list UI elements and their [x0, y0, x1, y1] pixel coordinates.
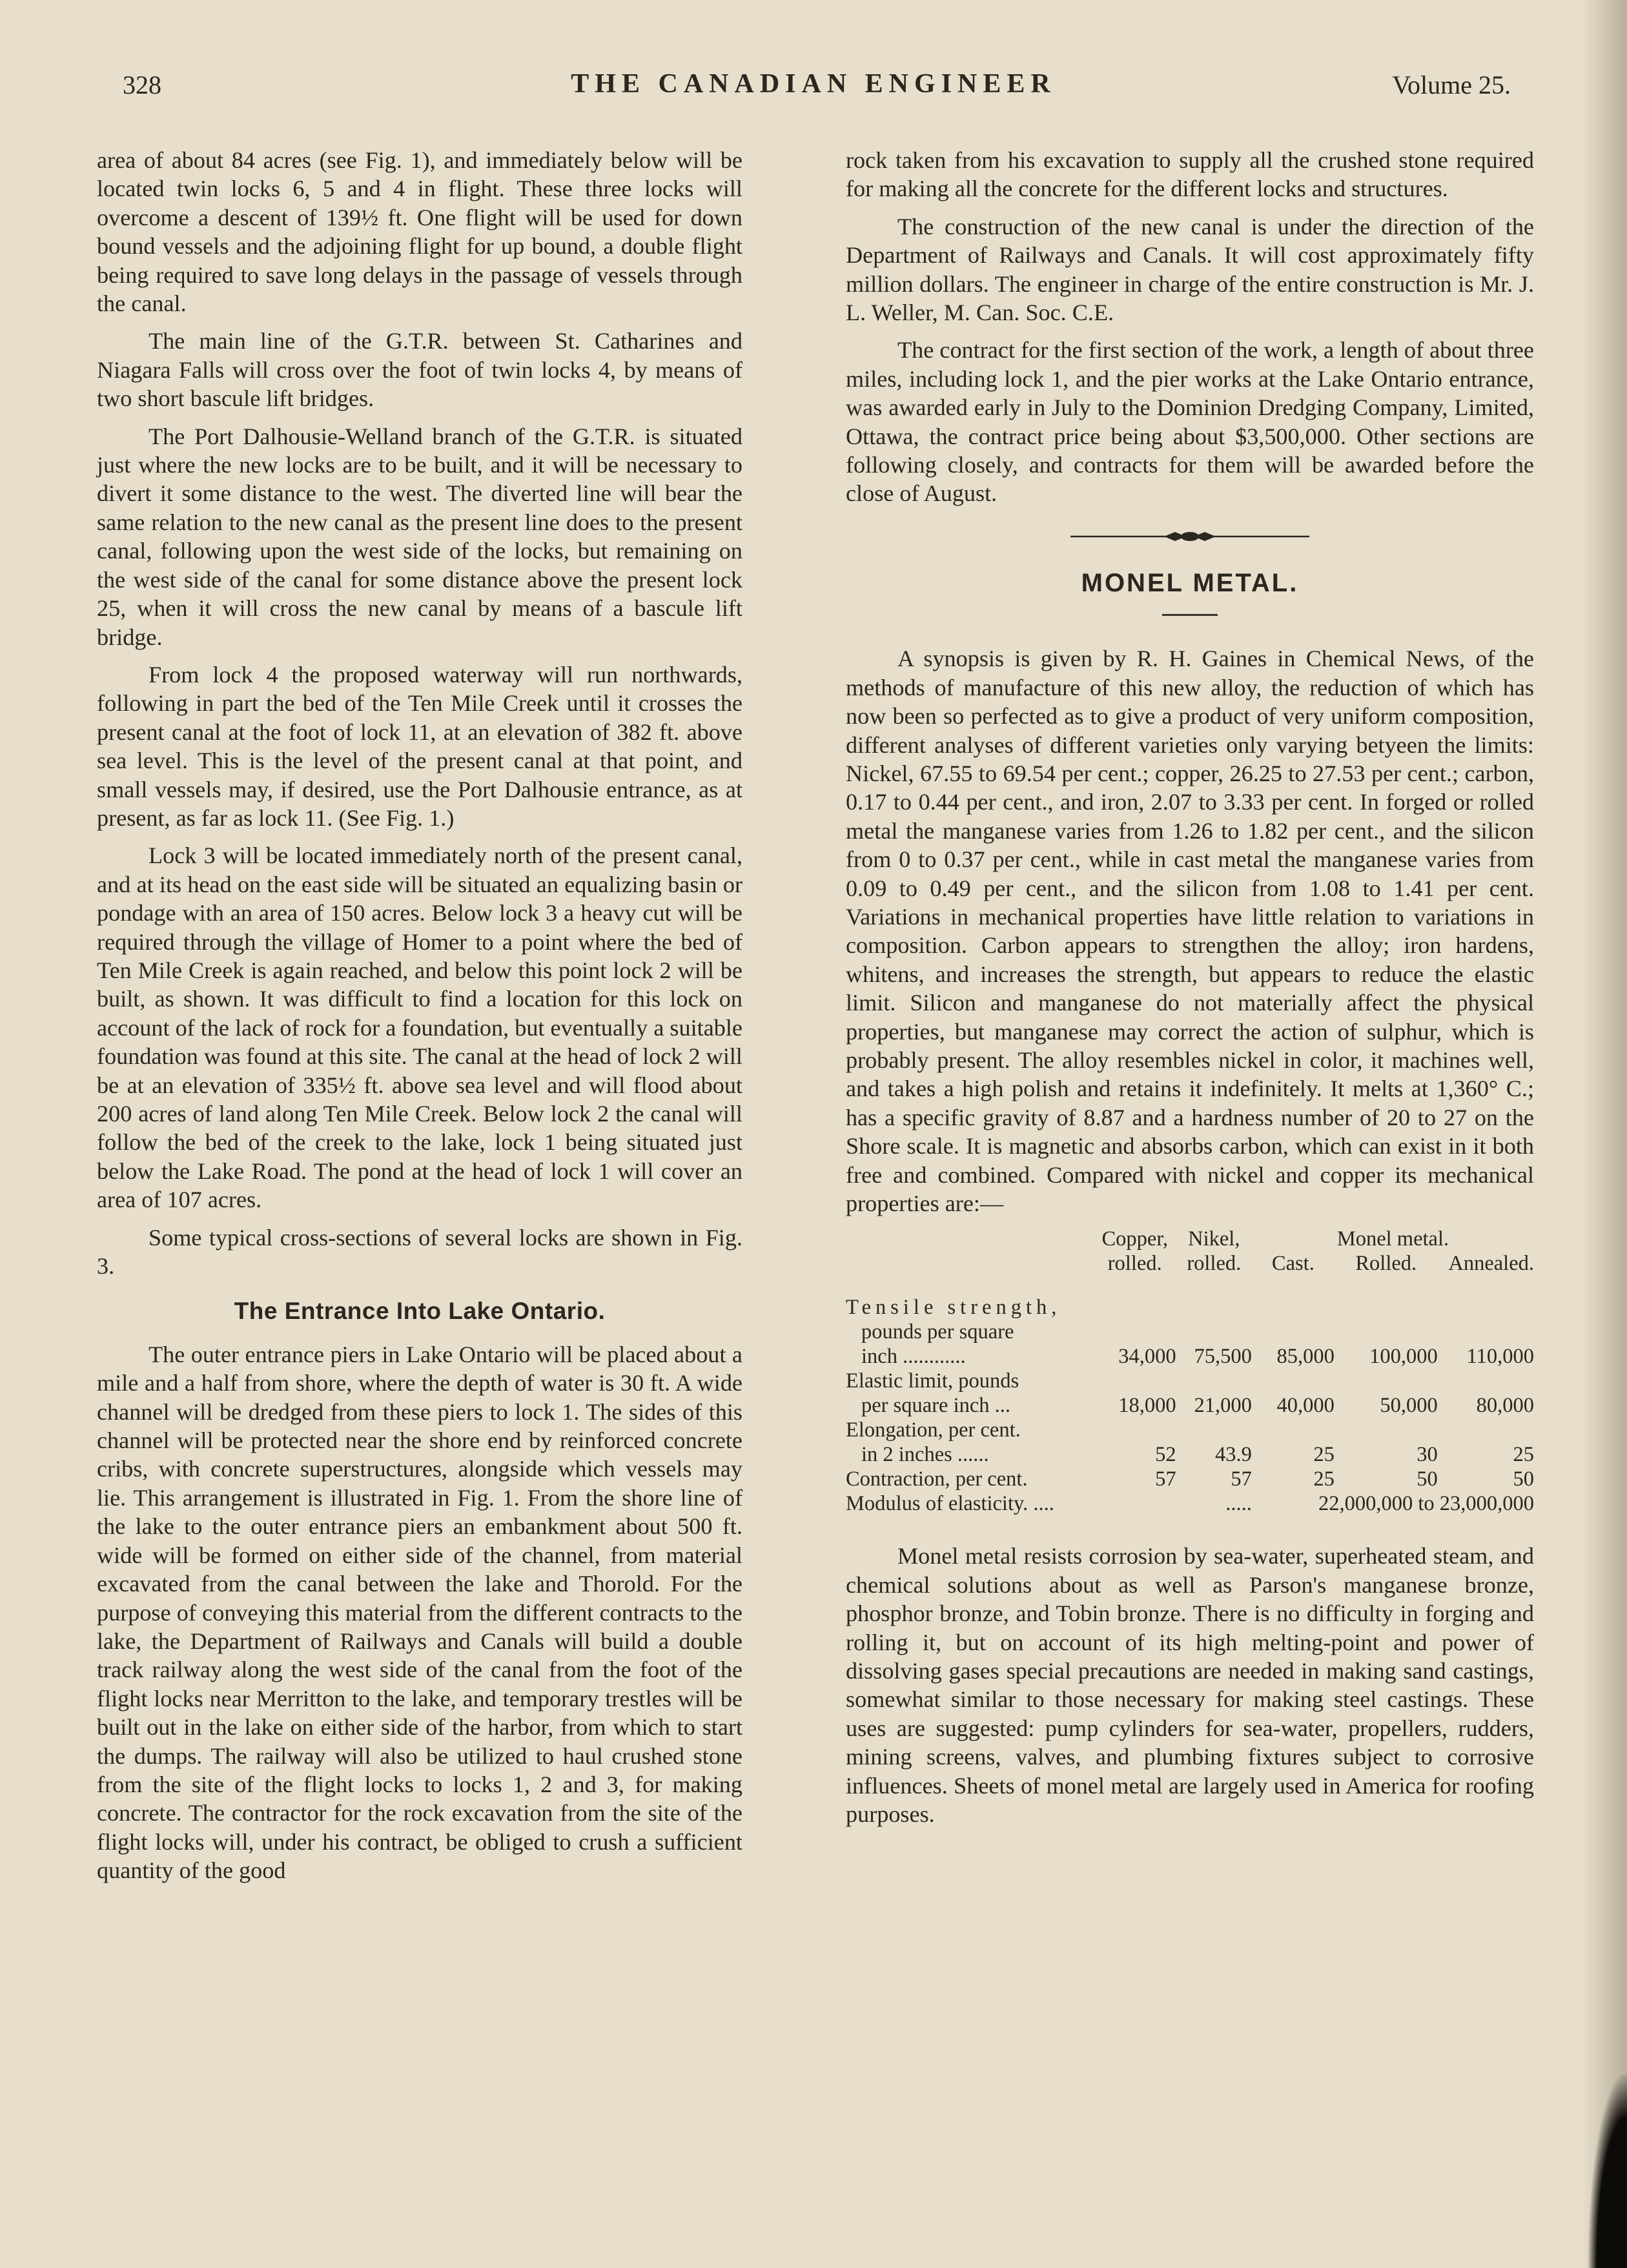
table-row: [846, 1418, 1534, 1442]
row-label: Elongation, per cent.: [846, 1418, 1021, 1442]
title-rule: [1162, 614, 1218, 616]
table-header-cell: rolled.: [1107, 1252, 1162, 1276]
table-cell: 40,000: [1276, 1394, 1335, 1418]
table-row: [846, 1393, 1534, 1418]
paragraph: area of about 84 acres (see Fig. 1), and immediately below will be located twin locks 6, 5 and 4 in flight. These three locks will overcome a descent of 139½ ft. One flight will be used for down bound vessels and the adjoining flight for up bound, a double flight being required to save long delays in the passage of vessels through the canal.: [97, 147, 742, 317]
table-cell: 22,000,000 to 23,000,000: [1318, 1492, 1534, 1516]
paragraph: Some typical cross-sections of several locks are shown in Fig. 3.: [97, 1224, 742, 1280]
paragraph: A synopsis is given by R. H. Gaines in Chemical News, of the methods of manufacture of this new alloy, the reduction of which has now been so perfected as to give a product of very uniform composition, different analyses of different varieties only varying betyeen the limits: Nickel, 67.55 to 69.54 per cent.; copper, 26.25 to 27.53 per cent.; carbon, 0.17 to 0.44 per cent., and iron, 2.07 to 3.33 per cent. In forged or rolled metal the manganese varies from 1.26 to 1.82 per cent., and the silicon from 0 to 0.37 per cent., while in cast metal the manganese varies from 0.09 to 0.49 per cent., and the silicon from 1.08 to 1.41 per cent. Variations in mechanical properties have little relation to variations in composition. Carbon appears to strengthen the alloy; iron hardens, whitens, and increases the strength, but appears to reduce the elastic limit. Silicon and manganese do not materially affect the physical properties, but manganese may correct the action of sulphur, which is probably present. The alloy resembles nickel in color, it machines well, and takes a high polish and retains it indefinitely. It melts at 1,360° C.; has a specific gravity of 8.87 and a hardness number of 20 to 27 on the Shore scale. It is magnetic and absorbs carbon, which can exist in it both free and combined. Compared with nickel and copper its mechanical properties are:—: [846, 646, 1534, 1216]
row-label: Contraction, per cent.: [846, 1467, 1028, 1491]
table-header-cell: Copper,: [1101, 1227, 1168, 1251]
row-label: Tensile strength,: [846, 1296, 1061, 1320]
table-row: [846, 1320, 1534, 1344]
table-cell: 50: [1417, 1467, 1438, 1491]
table-cell: 57: [1231, 1467, 1252, 1491]
table-cell: 34,000: [1118, 1345, 1176, 1369]
paragraph: The outer entrance piers in Lake Ontario will be placed about a mile and a half from shore, where the depth of water is 30 ft. A wide channel will be dredged from these piers to lock 1. The sides of this channel will be protected near the shore end by reinforced concrete cribs, with concrete superstructures, alongside which vessels may lie. This arrangement is illustrated in Fig. 1. From the shore line of the lake to the outer entrance piers an embankment about 500 ft. wide will be formed on either side of the channel, from material excavated from the canal between the lake and Thorold. For the purpose of conveying this material from the different contracts to the lake, the Department of Railways and Canals will build a double track railway along the west side of the canal from the foot of the flight locks near Merritton to the lake, and temporary trestles will be built out in the lake on either side of the harbor, from which to start the dumps. The railway will also be utilized to haul crushed stone from the site of the flight locks to locks 1, 2 and 3, for making concrete. The contractor for the rock excavation from the site of the flight locks will, under his contract, be obliged to crush a sufficient quantity of the good: [97, 1341, 742, 1884]
table-header-cell: Nikel,: [1188, 1227, 1240, 1251]
table-cell: 57: [1155, 1467, 1176, 1491]
left-column: [97, 146, 742, 1894]
article-title: MONEL METAL.: [1081, 568, 1299, 597]
table-cell: 30: [1417, 1443, 1438, 1467]
journal-title: THE CANADIAN ENGINEER: [571, 69, 1056, 99]
table-header-cell: Cast.: [1271, 1252, 1315, 1276]
section-subheading: The Entrance Into Lake Ontario.: [234, 1298, 606, 1325]
running-header: [116, 70, 1511, 108]
paragraph: The main line of the G.T.R. between St. Catharines and Niagara Falls will cross over the foot of twin locks 4, by means of two short bascule lift bridges.: [97, 328, 742, 412]
row-label: Modulus of elasticity. ....: [846, 1492, 1054, 1516]
table-cell: 25: [1513, 1443, 1534, 1467]
table-cell: 21,000: [1194, 1394, 1252, 1418]
page-corner-shadow: [1588, 2074, 1627, 2268]
row-label: pounds per square: [861, 1320, 1014, 1344]
table-cell: 75,500: [1194, 1345, 1252, 1369]
table-cell: 50: [1513, 1467, 1534, 1491]
table-header-cell: Rolled.: [1355, 1252, 1417, 1276]
right-column: [846, 146, 1534, 1837]
spine-shadow: [1582, 0, 1627, 2268]
table-cell: 18,000: [1118, 1394, 1176, 1418]
table-cell: 25: [1313, 1443, 1335, 1467]
ornament-divider: [1070, 530, 1309, 543]
table-header-cell: Monel metal.: [1336, 1227, 1449, 1251]
page-number: 328: [123, 70, 161, 99]
table-header-row: [846, 1227, 1534, 1251]
table-cell: 25: [1313, 1467, 1335, 1491]
row-label: inch ............: [861, 1345, 966, 1369]
table-header-cell: Annealed.: [1448, 1252, 1534, 1276]
table-row: [846, 1491, 1534, 1516]
row-label: Elastic limit, pounds: [846, 1369, 1019, 1393]
paragraph: Lock 3 will be located immediately north of the present canal, and at its head on the east side will be situated an equalizing basin or pondage with an area of 150 acres. Below lock 3 a heavy cut will be required through the village of Homer to a point where the bed of Ten Mile Creek is again reached, and below this point lock 2 will be built, as shown. It was difficult to find a location for this lock on account of the lack of rock for a foundation, but eventually a suitable foundation was found at this site. The canal at the head of lock 2 will be at an elevation of 335½ ft. above sea level and will flood about 200 acres of land along Ten Mile Creek. Below lock 2 the canal will follow the bed of the creek to the lake, lock 1 being situated just below the Lake Road. The pond at the head of lock 1 will cover an area of 107 acres.: [97, 843, 742, 1213]
table-header-cell: rolled.: [1187, 1252, 1242, 1276]
table-cell: 110,000: [1466, 1345, 1534, 1369]
table-row: [846, 1369, 1534, 1393]
table-row: [846, 1344, 1534, 1369]
volume-label: Volume 25.: [1392, 70, 1511, 99]
table-row: [846, 1467, 1534, 1491]
paragraph: The Port Dalhousie-Welland branch of the G.T.R. is situated just where the new locks are to be built, and it will be necessary to divert it some distance to the west. The diverted line will bear the same relation to the new canal as the present line does to the present canal, following upon the west side of the locks, but remaining on the west side of the canal for some distance above the present lock 25, when it will cross the new canal by means of a bascule lift bridge.: [97, 423, 742, 650]
row-label: per square inch ...: [861, 1394, 1011, 1418]
table-cell: 52: [1155, 1443, 1176, 1467]
table-cell: 100,000: [1369, 1345, 1438, 1369]
table-cell: .....: [1225, 1492, 1252, 1516]
table-header-row: [846, 1251, 1534, 1276]
table-row: [846, 1295, 1534, 1320]
row-label: in 2 inches ......: [861, 1443, 989, 1467]
table-cell: 43.9: [1215, 1443, 1252, 1467]
table-cell: 85,000: [1276, 1345, 1335, 1369]
paragraph: From lock 4 the proposed waterway will run northwards, following in part the bed of the Ten Mile Creek until it crosses the present canal at the foot of lock 11, at an elevation of 382 ft. above sea level. This is the level of the present canal at that point, and small vessels may, if desired, use the Port Dalhousie entrance, as at present, as far as lock 11. (See Fig. 1.): [97, 661, 742, 831]
table-cell: 50,000: [1380, 1394, 1438, 1418]
table-cell: [1094, 1491, 1176, 1516]
table-cell: 80,000: [1476, 1394, 1534, 1418]
paragraph: The contract for the first section of the work, a length of about three miles, including lock 1, and the pier works at the Lake Ontario entrance, was awarded early in July to the Dominion Dredging Company, Limited, Ottawa, the contract price being about $3,500,000. Other sections are following closely, and contracts for them will be awarded before the close of August.: [846, 337, 1534, 507]
paragraph: Monel metal resists corrosion by sea-water, superheated steam, and chemical solutions about as well as Parson's manganese bronze, phosphor bronze, and Tobin bronze. There is no difficulty in forging and rolling it, but on account of its high melting-point and power of dissolving gases special precautions are needed in making sand castings, somewhat similar to those necessary for making steel castings. These uses are suggested: pump cylinders for sea-water, propellers, rudders, mining screens, valves, and plumbing fixtures subject to corrosive influences. Sheets of monel metal are largely used in America for roofing purposes.: [846, 1543, 1534, 1828]
paragraph: rock taken from his excavation to supply all the crushed stone required for making all the concrete for the different locks and structures.: [846, 147, 1534, 202]
paragraph: The construction of the new canal is under the direction of the Department of Railways and Canals. It will cost approximately fifty million dollars. The engineer in charge of the entire construction is Mr. J. L. Weller, M. Can. Soc. C.E.: [846, 213, 1534, 326]
properties-table: [846, 1227, 1534, 1516]
table-row: [846, 1442, 1534, 1467]
